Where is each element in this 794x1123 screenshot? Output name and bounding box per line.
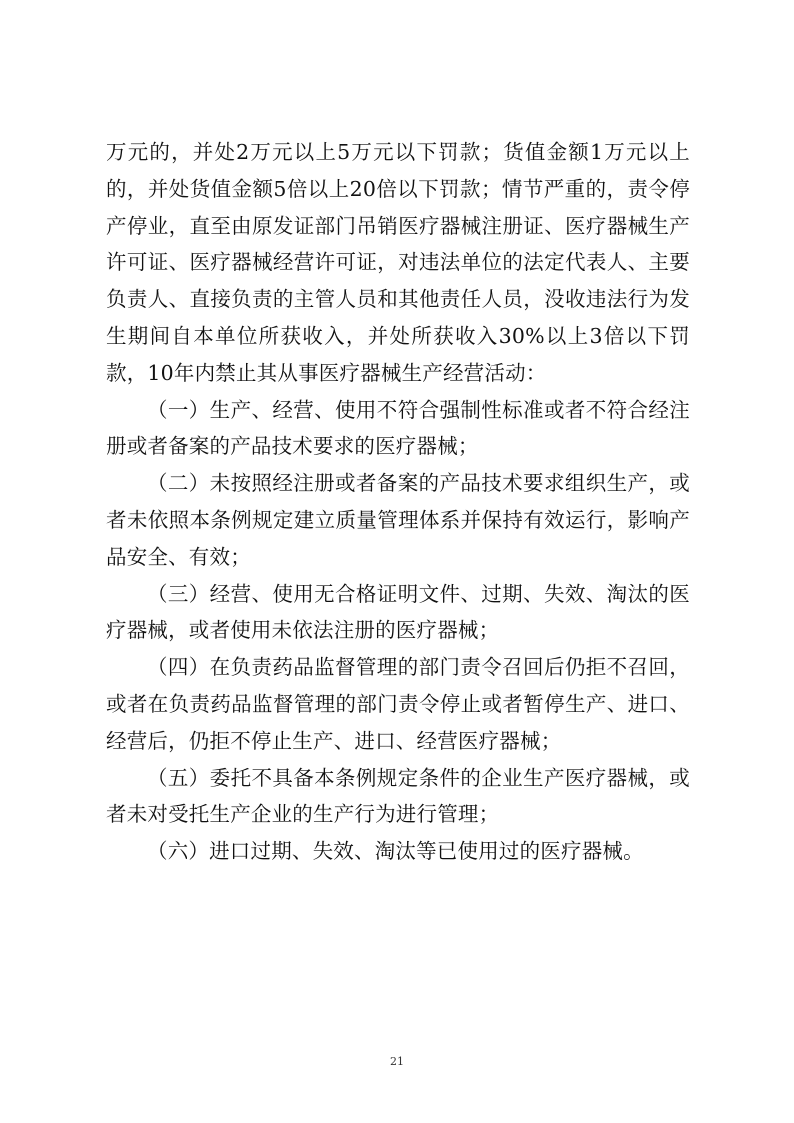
document-body <box>106 134 690 870</box>
paragraph-item-6: （六）进口过期、失效、淘汰等已使用过的医疗器械。 <box>147 839 644 864</box>
paragraph-continuation: 万元的，并处2万元以上5万元以下罚款；货值金额1万元以上的，并处货值金额5倍以上20倍以下罚款；情节严重的，责令停产停业，直至由原发证部门吊销医疗器械注册证、医疗器械生产许可证、医疗器械经营许可证，对违法单位的法定代表人、主要负责人、直接负责的主管人员和其他责任人员，没收违法行为发生期间自本单位所获收入，并处所获收入30%以上3倍以下罚款，10年内禁止其从事医疗器械生产经营活动： <box>106 140 690 385</box>
paragraph-item-3: （三）经营、使用无合格证明文件、过期、失效、淘汰的医疗器械，或者使用未依法注册的医疗器械； <box>106 581 690 643</box>
paragraph-item-1: （一）生产、经营、使用不符合强制性标准或者不符合经注册或者备案的产品技术要求的医疗器械； <box>106 397 690 459</box>
page-number: 21 <box>390 1055 404 1068</box>
paragraph-item-4: （四）在负责药品监督管理的部门责令召回后仍拒不召回，或者在负责药品监督管理的部门责令停止或者暂停生产、进口、经营后，仍拒不停止生产、进口、经营医疗器械； <box>106 655 690 753</box>
paragraph-item-2: （二）未按照经注册或者备案的产品技术要求组织生产，或者未依照本条例规定建立质量管理体系并保持有效运行，影响产品安全、有效； <box>106 471 690 569</box>
paragraph-item-5: （五）委托不具备本条例规定条件的企业生产医疗器械，或者未对受托生产企业的生产行为进行管理； <box>106 765 690 827</box>
